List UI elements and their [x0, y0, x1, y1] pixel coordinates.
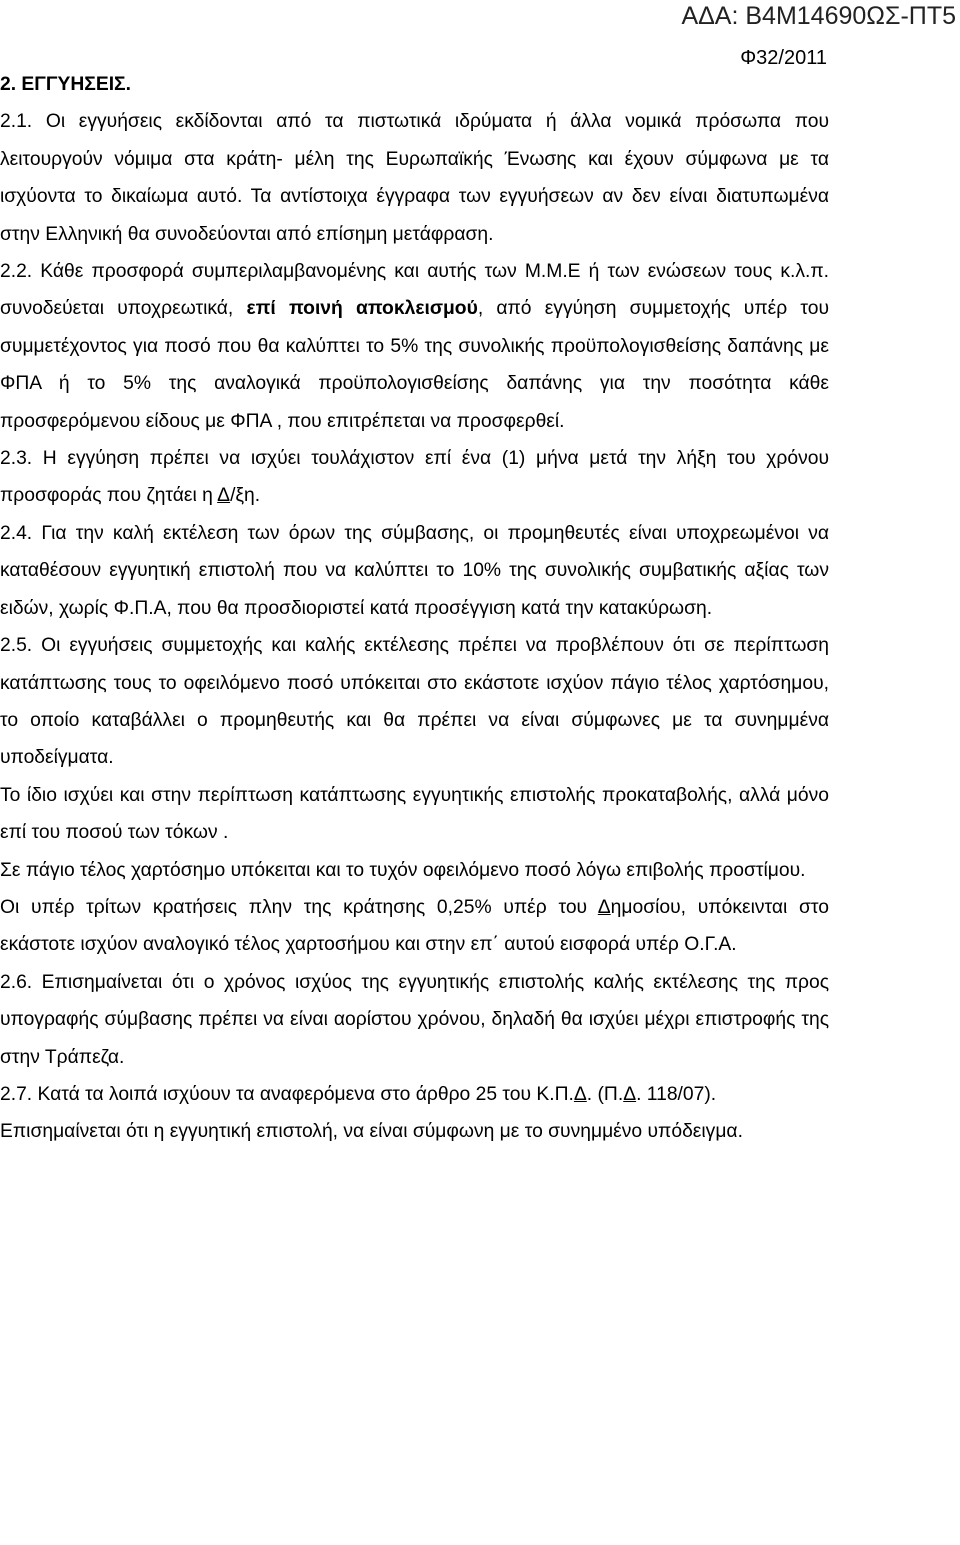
underlined-letter: Δ [217, 485, 231, 507]
paragraph-same-applies: Το ίδιο ισχύει και στην περίπτωση κατάπτωσης εγγυητικής επιστολής προκαταβολής, αλλά μόνο επί του ποσού των τόκων . [0, 784, 829, 844]
paragraph-2-6: 2.6. Επισημαίνεται ότι ο χρόνος ισχύος της εγγυητικής επιστολής καλής εκτέλεσης της προς υπογραφής σύμβασης πρέπει να είναι αορίστου χρόνου, δηλαδή θα ισχύει μέχρι επιστροφής της στην Τράπεζα. [0, 971, 829, 1068]
paragraph-2-2 [0, 253, 829, 440]
paragraph-final-note: Επισημαίνεται ότι η εγγυητική επιστολή, να είναι σύμφωνη με το συνημμένο υπόδειγμα. [0, 1121, 743, 1143]
paragraph-third-party-deductions [0, 889, 829, 964]
file-reference: Φ32/2011 [740, 47, 827, 69]
third-party-text-start: Οι υπέρ τρίτων κρατήσεις πλην της κράτησης 0,25% υπέρ του [0, 896, 598, 918]
paragraph-2-2-text-start: 2.2. Κάθε προσφορά συμπεριλαμβανομένης και αυτής των Μ.Μ.Ε ή των ενώσεων τους κ.λ.π. συνοδεύεται υποχρεωτικά, [0, 261, 829, 320]
paragraph-2-7-text-end: . 118/07). [636, 1083, 717, 1105]
paragraph-2-5: 2.5. Οι εγγυήσεις συμμετοχής και καλής εκτέλεσης πρέπει να προβλέπουν ότι σε περίπτωση κατάπτωσης τους το οφειλόμενο ποσό υπόκειται στο εκάστοτε ισχύον πάγιο τέλος χαρτόσημου, το οποίο καταβάλλει ο προμηθευτής και θα πρέπει να είναι σύμφωνες με τα συνημμένα υποδείγματα. [0, 635, 829, 769]
underlined-letter: Δ [573, 1083, 587, 1105]
ada-code: ΑΔΑ: Β4Μ14690ΩΣ-ΠΤ5 [681, 2, 956, 30]
paragraph-2-7-text-start: 2.7. Κατά τα λοιπά ισχύουν τα αναφερόμενα στο άρθρο 25 του Κ.Π. [0, 1083, 574, 1105]
paragraph-2-3-text-end: /ξη. [230, 485, 261, 507]
paragraph-2-7 [0, 1076, 829, 1113]
paragraph-2-2-text-end: , από εγγύηση συμμετοχής υπέρ του συμμετέχοντος για ποσό που θα καλύπτει το 5% της συνολικής προϋπολογισθείσης δαπάνης με ΦΠΑ ή το 5% της αναλογικά προϋπολογισθείσης δαπάνης για την ποσότητα κάθε προσφερόμενου είδους με ΦΠΑ , που επιτρέπεται να προσφερθεί. [0, 298, 829, 432]
document-body [0, 66, 829, 1151]
paragraph-2-3-text-start: 2.3. Η εγγύηση πρέπει να ισχύει τουλάχιστον επί ένα (1) μήνα μετά την λήξη του χρόνου προσφοράς που ζητάει η [0, 448, 829, 507]
underlined-letter: Δ [623, 1083, 637, 1105]
section-title: 2. ΕΓΓΥΗΣΕΙΣ. [0, 74, 131, 95]
underlined-letter: Δ [597, 896, 611, 918]
exclusion-penalty-emphasis: επί ποινή αποκλεισμού [246, 298, 478, 320]
paragraph-stamp-duty: Σε πάγιο τέλος χαρτόσημο υπόκειται και το τυχόν οφειλόμενο ποσό λόγω επιβολής προστίμου. [0, 859, 806, 881]
paragraph-2-3 [0, 440, 829, 515]
paragraph-2-4: 2.4. Για την καλή εκτέλεση των όρων της σύμβασης, οι προμηθευτές είναι υποχρεωμένοι να καταθέσουν εγγυητική επιστολή που να καλύπτει το 10% της συνολικής συμβατικής αξίας των ειδών, χωρίς Φ.Π.Α, που θα προσδιοριστεί κατά προσέγγιση κατά την κατακύρωση. [0, 522, 829, 619]
third-party-text-end: ημοσίου, υπόκεινται στο εκάστοτε ισχύον αναλογικό τέλος χαρτοσήμου και στην επ΄ αυτού εισφορά υπέρ Ο.Γ.Α. [0, 896, 829, 956]
paragraph-2-1: 2.1. Οι εγγυήσεις εκδίδονται από τα πιστωτικά ιδρύματα ή άλλα νομικά πρόσωπα που λειτουργούν νόμιμα στα κράτη- μέλη της Ευρωπαϊκής Ένωσης και έχουν σύμφωνα με τα ισχύοντα το δικαίωμα αυτό. Τα αντίστοιχα έγγραφα των εγγυήσεων αν δεν είναι διατυπωμένα στην Ελληνική θα συνοδεύονται από επίσημη μετάφραση. [0, 111, 829, 245]
paragraph-2-7-text-middle: . (Π. [586, 1083, 624, 1105]
